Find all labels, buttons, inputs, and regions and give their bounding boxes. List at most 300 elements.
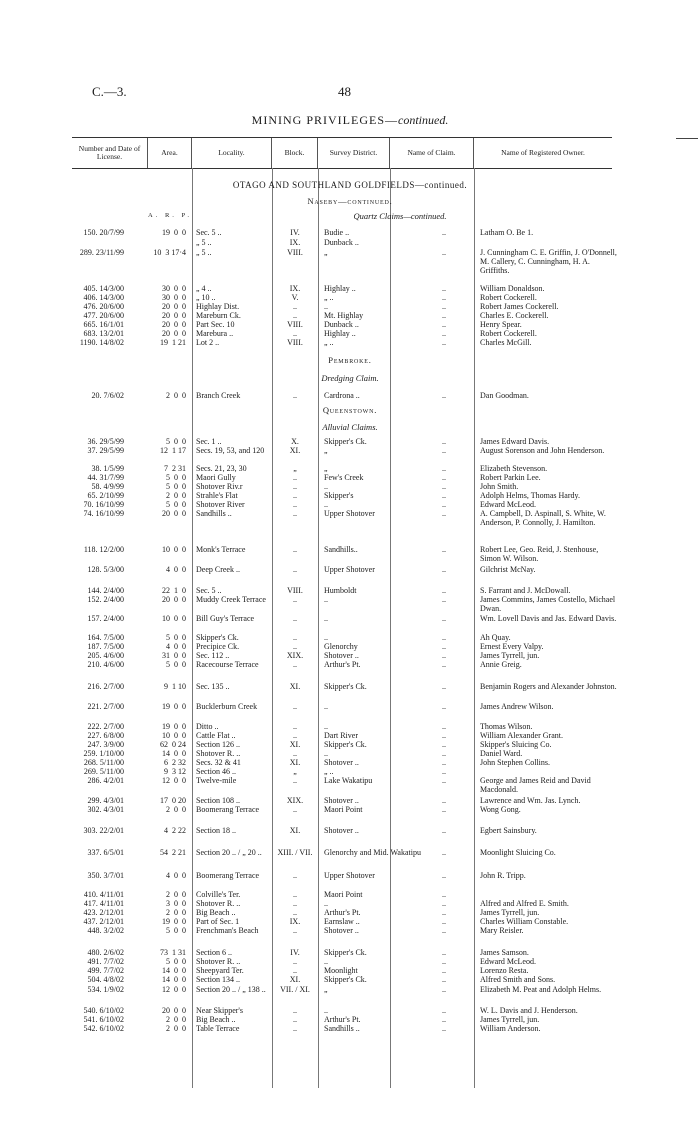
owner-value: Robert James Cockerell.	[480, 302, 559, 311]
license-number: 542. 6/10/02	[83, 1024, 124, 1033]
license-number: 205. 4/6/00	[87, 651, 124, 660]
locality-value: Twelve-mile	[196, 776, 237, 785]
survey-district-value: Shotover ..	[324, 796, 359, 805]
area-value: 2 0 0	[166, 890, 186, 899]
owner-value: Lawrence and Wm. Jas. Lynch.	[480, 796, 581, 805]
owner-value: Charles William Constable.	[480, 917, 569, 926]
license-number: 210. 4/6/00	[87, 660, 124, 669]
survey-district-value: „ ..	[324, 338, 334, 347]
locality-value: Big Beach ..	[196, 1015, 236, 1024]
owner-value: Robert Lee, Geo. Reid, J. Stenhouse, Simon W. Wilson.	[480, 545, 599, 563]
owner-value: Adolph Helms, Thomas Hardy.	[480, 491, 580, 500]
owner-value: Elizabeth Stevenson.	[480, 464, 548, 473]
license-number: 683. 13/2/01	[83, 329, 124, 338]
area-value: 20 0 0	[162, 1006, 186, 1015]
claim-name-value: ..	[442, 966, 446, 975]
survey-district-value: ..	[324, 595, 328, 604]
area-value: 20 0 0	[162, 302, 186, 311]
owner-value: Henry Spear.	[480, 320, 522, 329]
area-value: 19 1 21	[160, 338, 186, 347]
locality-value: Table Terrace	[196, 1024, 240, 1033]
area-value: 2 0 0	[166, 1024, 186, 1033]
license-number: 70. 16/10/99	[83, 500, 124, 509]
section-pembroke: Pembroke.	[328, 355, 372, 365]
area-value: 2 0 0	[166, 908, 186, 917]
owner-value: A. Campbell, D. Aspinall, S. White, W. Anderson, P. Connolly, J. Hamilton.	[480, 509, 606, 527]
locality-value: Section 20 .. / „ 138 ..	[196, 985, 266, 994]
owner-value: Dan Goodman.	[480, 391, 529, 400]
area-value: 9 3 12	[164, 767, 186, 776]
claim-name-value: ..	[442, 491, 446, 500]
claim-name-value: ..	[442, 545, 446, 554]
area-value: 5 0 0	[166, 473, 186, 482]
survey-district-value: „	[324, 446, 328, 455]
locality-value: Strahle's Flat	[196, 491, 238, 500]
area-value: 5 0 0	[166, 957, 186, 966]
locality-value: Secs. 21, 23, 30	[196, 464, 247, 473]
license-number: 259. 1/10/00	[83, 749, 124, 758]
license-number: 164. 7/5/00	[87, 633, 124, 642]
block-value: ..	[293, 890, 297, 899]
area-value: 2 0 0	[166, 1015, 186, 1024]
license-number: 437. 2/12/01	[83, 917, 124, 926]
survey-district-value: Sandhills..	[324, 545, 358, 554]
locality-value: Secs. 19, 53, and 120	[196, 446, 265, 455]
area-value: 20 0 0	[162, 595, 186, 604]
claim-name-value: ..	[442, 473, 446, 482]
license-number: 491. 7/7/02	[87, 957, 124, 966]
locality-value: Highlay Dist.	[196, 302, 240, 311]
area-value: 7 2 31	[164, 464, 186, 473]
claim-name-value: ..	[442, 320, 446, 329]
block-value: ..	[293, 642, 297, 651]
col-registered-owner: Name of Registered Owner.	[501, 148, 585, 157]
block-value: ..	[293, 899, 297, 908]
locality-value: Branch Creek	[196, 391, 241, 400]
claim-name-value: ..	[442, 805, 446, 814]
locality-value: Racecourse Terrace	[196, 660, 259, 669]
claim-name-value: ..	[442, 391, 446, 400]
owner-value: James Tyrrell, jun.	[480, 1015, 540, 1024]
block-value: ..	[293, 595, 297, 604]
divider	[192, 168, 193, 1088]
license-number: 1190. 14/8/02	[79, 338, 124, 347]
area-unit-header: A. R. P.	[148, 212, 193, 219]
owner-value: James Tyrrell, jun.	[480, 908, 540, 917]
license-number: 477. 20/6/00	[83, 311, 124, 320]
area-value: 12 0 0	[162, 776, 186, 785]
survey-district-value: Maori Point	[324, 890, 363, 899]
owner-value: Annie Greig.	[480, 660, 522, 669]
survey-district-value: Humboldt	[324, 586, 357, 595]
survey-district-value: ..	[324, 614, 328, 623]
survey-district-value: Arthur's Pt.	[324, 1015, 361, 1024]
license-number: 299. 4/3/01	[87, 796, 124, 805]
claim-name-value: ..	[442, 871, 446, 880]
license-number: 128. 5/3/00	[87, 565, 124, 574]
claim-name-value: ..	[442, 228, 446, 237]
area-value: 5 0 0	[166, 437, 186, 446]
locality-value: Sec. 112 ..	[196, 651, 230, 660]
divider	[474, 168, 475, 1088]
survey-district-value: Glenorchy and Mid. Wakatipu	[324, 848, 421, 857]
area-value: 10 0 0	[162, 614, 186, 623]
license-number: 37. 29/5/99	[87, 446, 124, 455]
claim-name-value: ..	[442, 848, 446, 857]
block-value: ..	[293, 329, 297, 338]
block-value: XIX.	[286, 651, 304, 660]
claim-name-value: ..	[442, 899, 446, 908]
license-number: 216. 2/7/00	[87, 682, 124, 691]
license-number: 118. 12/2/00	[83, 545, 124, 554]
block-value: ..	[293, 509, 297, 518]
survey-district-value: ..	[324, 1006, 328, 1015]
claim-name-value: ..	[442, 565, 446, 574]
owner-value: Robert Cockerell.	[480, 293, 537, 302]
license-number: 540. 6/10/02	[83, 1006, 124, 1015]
survey-district-value: Sandhills ..	[324, 1024, 360, 1033]
block-value: XI.	[289, 758, 301, 767]
owner-value: Mary Reisler.	[480, 926, 524, 935]
block-value: XI.	[289, 446, 301, 455]
claim-name-value: ..	[442, 284, 446, 293]
license-number: 448. 3/2/02	[87, 926, 124, 935]
claim-name-value: ..	[442, 329, 446, 338]
owner-value: Ah Quay.	[480, 633, 511, 642]
survey-district-value: Mt. Highlay	[324, 311, 364, 320]
area-value: 19 0 0	[162, 702, 186, 711]
survey-district-value: Dunback ..	[324, 320, 359, 329]
report-reference: C.—3.	[92, 84, 127, 99]
claim-name-value: ..	[442, 826, 446, 835]
block-value: XI.	[289, 682, 301, 691]
locality-value: „ 5 ..	[196, 248, 212, 257]
owner-value: August Sorenson and John Henderson.	[480, 446, 605, 455]
locality-value: Colville's Ter.	[196, 890, 241, 899]
owner-value: Skipper's Sluicing Co.	[480, 740, 552, 749]
survey-district-value: Moonlight	[324, 966, 358, 975]
survey-district-value: Skipper's Ck.	[324, 740, 367, 749]
survey-district-value: „	[324, 248, 328, 257]
locality-value: Secs. 32 & 41	[196, 758, 241, 767]
block-value: ..	[293, 633, 297, 642]
block-value: XI.	[289, 740, 301, 749]
block-value: ..	[293, 966, 297, 975]
block-value: XIX.	[286, 796, 304, 805]
area-value: 12 0 0	[162, 985, 186, 994]
owner-value: W. L. Davis and J. Henderson.	[480, 1006, 578, 1015]
block-value: V.	[291, 293, 299, 302]
claim-name-value: ..	[442, 651, 446, 660]
survey-district-value: „ ..	[324, 767, 334, 776]
claim-name-value: ..	[442, 660, 446, 669]
license-number: 269. 5/11/00	[83, 767, 124, 776]
owner-value: Thomas Wilson.	[480, 722, 533, 731]
owner-value: Elizabeth M. Peat and Adolph Helms.	[480, 985, 602, 994]
owner-value: Charles E. Cockerell.	[480, 311, 549, 320]
block-value: IV.	[290, 948, 300, 957]
col-block: Block.	[272, 138, 318, 168]
license-number: 476. 20/6/00	[83, 302, 124, 311]
survey-district-value: Budie ..	[324, 228, 350, 237]
block-value: VIII.	[287, 320, 303, 329]
survey-district-value: Highlay ..	[324, 329, 356, 338]
area-value: 2 0 0	[166, 491, 186, 500]
license-number: 36. 29/5/99	[87, 437, 124, 446]
owner-value: James Tyrrell, jun.	[480, 651, 540, 660]
col-name-of-claim: Name of Claim.	[390, 138, 474, 168]
block-value: ..	[293, 473, 297, 482]
claim-name-value: ..	[442, 248, 446, 257]
block-value: XI.	[289, 975, 301, 984]
owner-value: Egbert Sainsbury.	[480, 826, 537, 835]
claim-name-value: ..	[442, 917, 446, 926]
locality-value: Shotover R. ..	[196, 749, 241, 758]
block-value: X.	[291, 437, 299, 446]
claim-name-value: ..	[442, 776, 446, 785]
owner-value: S. Farrant and J. McDowall.	[480, 586, 571, 595]
claim-name-value: ..	[442, 311, 446, 320]
license-number: 302. 4/3/01	[87, 805, 124, 814]
locality-value: Bill Guy's Terrace	[196, 614, 255, 623]
survey-district-value: ..	[324, 302, 328, 311]
block-value: VIII.	[287, 248, 303, 257]
survey-district-value: ..	[324, 899, 328, 908]
block-value: ..	[293, 565, 297, 574]
area-value: 19 0 0	[162, 917, 186, 926]
claim-name-value: ..	[442, 796, 446, 805]
license-number: 405. 14/3/00	[83, 284, 124, 293]
locality-value: Shotover R. ..	[196, 899, 241, 908]
area-value: 2 0 0	[166, 391, 186, 400]
block-value: ..	[293, 482, 297, 491]
locality-value: Muddy Creek Terrace	[196, 595, 266, 604]
block-value: ..	[293, 614, 297, 623]
claim-name-value: ..	[442, 633, 446, 642]
area-value: 19 0 0	[162, 722, 186, 731]
area-value: 54 2 21	[160, 848, 186, 857]
survey-district-value: Highlay ..	[324, 284, 356, 293]
license-number: 65. 2/10/99	[87, 491, 124, 500]
owner-value: John R. Tripp.	[480, 871, 526, 880]
license-number: 227. 6/8/00	[87, 731, 124, 740]
area-value: 62 0 24	[160, 740, 186, 749]
block-value: ..	[293, 908, 297, 917]
survey-district-value: Skipper's Ck.	[324, 975, 367, 984]
claim-name-value: ..	[442, 908, 446, 917]
owner-value: Ernest Every Valpy.	[480, 642, 544, 651]
area-value: 31 0 0	[162, 651, 186, 660]
claim-name-value: ..	[442, 767, 446, 776]
block-value: VIII.	[287, 338, 303, 347]
license-number: 289. 23/11/99	[79, 248, 124, 257]
col-survey-district: Survey District.	[318, 138, 390, 168]
locality-value: Near Skipper's	[196, 1006, 243, 1015]
area-value: 10 0 0	[162, 545, 186, 554]
locality-value: Section 108 ..	[196, 796, 240, 805]
block-value: ..	[293, 311, 297, 320]
claim-name-value: ..	[442, 1024, 446, 1033]
owner-value: William Donaldson.	[480, 284, 545, 293]
locality-value: „ 10 ..	[196, 293, 216, 302]
license-number: 38. 1/5/99	[91, 464, 124, 473]
col-number: Number and Date of License.	[72, 138, 148, 168]
area-value: 4 0 0	[166, 871, 186, 880]
survey-district-value: Lake Wakatipu	[324, 776, 373, 785]
locality-value: Section 20 .. / „ 20 ..	[196, 848, 262, 857]
area-value: 4 0 0	[166, 642, 186, 651]
area-value: 5 0 0	[166, 482, 186, 491]
license-number: 58. 4/9/99	[91, 482, 124, 491]
owner-value: James Samson.	[480, 948, 529, 957]
block-value: IX.	[289, 238, 301, 247]
survey-district-value: Maori Point	[324, 805, 363, 814]
area-value: 14 0 0	[162, 975, 186, 984]
locality-value: Sec. 5 ..	[196, 586, 222, 595]
block-value: ..	[293, 545, 297, 554]
claim-name-value: ..	[442, 437, 446, 446]
claim-name-value: ..	[442, 642, 446, 651]
block-value: ..	[293, 1006, 297, 1015]
claim-name-value: ..	[442, 1006, 446, 1015]
claim-name-value: ..	[442, 338, 446, 347]
survey-district-value: Shotover ..	[324, 926, 359, 935]
locality-value: Skipper's Ck.	[196, 633, 239, 642]
survey-district-value: Cardrona ..	[324, 391, 360, 400]
claim-name-value: ..	[442, 890, 446, 899]
owner-value: Lorenzo Resta.	[480, 966, 529, 975]
claim-name-value: ..	[442, 595, 446, 604]
locality-value: Sandhills ..	[196, 509, 232, 518]
claim-name-value: ..	[442, 740, 446, 749]
owner-value: Edward McLeod.	[480, 500, 536, 509]
claim-name-value: ..	[442, 975, 446, 984]
survey-district-value: Few's Creek	[324, 473, 364, 482]
license-number: 20. 7/6/02	[91, 391, 124, 400]
survey-district-value: Dart River	[324, 731, 358, 740]
owner-value: Wm. Lovell Davis and Jas. Edward Davis.	[480, 614, 617, 623]
block-value: ..	[293, 926, 297, 935]
locality-value: Boomerang Terrace	[196, 805, 260, 814]
area-value: 5 0 0	[166, 926, 186, 935]
license-number: 337. 6/5/01	[87, 848, 124, 857]
survey-district-value: Arthur's Pt.	[324, 660, 361, 669]
survey-district-value: Upper Shotover	[324, 871, 375, 880]
claim-name-value: ..	[442, 758, 446, 767]
claim-name-value: ..	[442, 1015, 446, 1024]
column-header-row	[72, 137, 612, 169]
survey-district-value: Skipper's	[324, 491, 354, 500]
block-value: ..	[293, 702, 297, 711]
survey-district-value: ..	[324, 722, 328, 731]
survey-district-value: Upper Shotover	[324, 565, 375, 574]
license-number: 74. 16/10/99	[83, 509, 124, 518]
claim-name-value: ..	[442, 293, 446, 302]
license-number: 350. 3/7/01	[87, 871, 124, 880]
survey-district-value: Skipper's Ck.	[324, 682, 367, 691]
locality-value: Sec. 135 ..	[196, 682, 230, 691]
area-value: 6 2 32	[164, 758, 186, 767]
claim-name-value: ..	[442, 682, 446, 691]
owner-value: Edward McLeod.	[480, 957, 536, 966]
locality-value: Boomerang Terrace	[196, 871, 260, 880]
survey-district-value: Upper Shotover	[324, 509, 375, 518]
block-value: ..	[293, 776, 297, 785]
license-number: 665. 16/1/01	[83, 320, 124, 329]
claim-name-value: ..	[442, 509, 446, 518]
license-number: 303. 22/2/01	[83, 826, 124, 835]
block-value: IV.	[290, 228, 300, 237]
block-value: ..	[293, 302, 297, 311]
license-number: 157. 2/4/00	[87, 614, 124, 623]
block-value: ..	[293, 957, 297, 966]
owner-value: John Stephen Collins.	[480, 758, 551, 767]
claim-name-value: ..	[442, 500, 446, 509]
block-value: ..	[293, 660, 297, 669]
locality-value: Lot 2 ..	[196, 338, 220, 347]
owner-value: Benjamin Rogers and Alexander Johnston.	[480, 682, 617, 691]
block-value: VIII.	[287, 586, 303, 595]
block-value: IX.	[289, 917, 301, 926]
locality-value: Section 6 ..	[196, 948, 232, 957]
license-number: 480. 2/6/02	[87, 948, 124, 957]
locality-value: Deep Creek ..	[196, 565, 240, 574]
claim-name-value: ..	[442, 957, 446, 966]
area-value: 30 0 0	[162, 284, 186, 293]
page-number: 48	[338, 84, 351, 99]
owner-value: Alfred and Alfred E. Smith.	[480, 899, 569, 908]
locality-value: Sec. 1 ..	[196, 437, 222, 446]
area-value: 4 2 22	[164, 826, 186, 835]
block-value: ..	[293, 749, 297, 758]
area-value: 9 1 10	[164, 682, 186, 691]
area-value: 17 0 20	[160, 796, 186, 805]
area-value: 5 0 0	[166, 660, 186, 669]
license-number: 417. 4/11/01	[83, 899, 124, 908]
section-alluvial: Alluvial Claims.	[322, 422, 378, 432]
divider	[318, 168, 319, 1088]
block-value: ..	[293, 805, 297, 814]
survey-district-value: ..	[324, 633, 328, 642]
area-value: 22 1 0	[162, 586, 186, 595]
license-number: 504. 4/8/02	[87, 975, 124, 984]
claim-name-value: ..	[442, 731, 446, 740]
area-value: 4 0 0	[166, 565, 186, 574]
block-value: XI.	[289, 826, 301, 835]
survey-district-value: Skipper's Ck.	[324, 948, 367, 957]
area-value: 5 0 0	[166, 500, 186, 509]
block-value: XIII. / VII.	[277, 848, 313, 857]
survey-district-value: Shotover ..	[324, 651, 359, 660]
license-number: 144. 2/4/00	[87, 586, 124, 595]
block-value: ..	[293, 722, 297, 731]
license-number: 406. 14/3/00	[83, 293, 124, 302]
block-value: ..	[293, 500, 297, 509]
locality-value: Big Beach ..	[196, 908, 236, 917]
claim-name-value: ..	[442, 926, 446, 935]
locality-value: Shotover Riv.r	[196, 482, 243, 491]
locality-value: Sec. 5 ..	[196, 228, 222, 237]
license-number: 534. 1/9/02	[87, 985, 124, 994]
locality-value: Marebura ..	[196, 329, 234, 338]
locality-value: Sheepyard Ter.	[196, 966, 244, 975]
owner-value: Latham O. Be 1.	[480, 228, 534, 237]
area-value: 12 1 17	[160, 446, 186, 455]
area-value: 20 0 0	[162, 311, 186, 320]
claim-name-value: ..	[442, 948, 446, 957]
owner-value: Charles McGill.	[480, 338, 532, 347]
license-number: 286. 4/2/01	[87, 776, 124, 785]
